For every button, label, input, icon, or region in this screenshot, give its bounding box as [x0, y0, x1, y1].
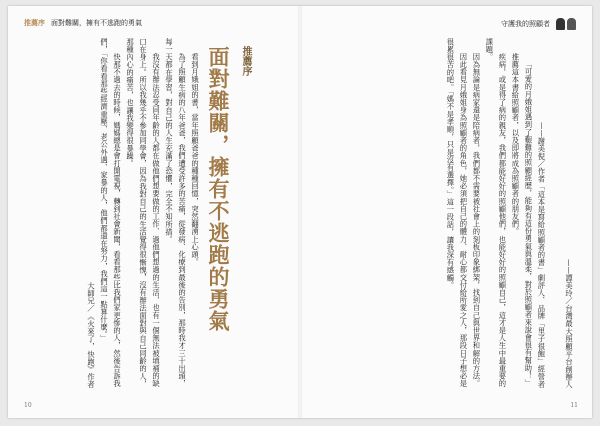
paragraph: 看到月娥姐的書，當年照顧爸爸的種種回憶，突然翻湧上心頭。 — [191, 52, 200, 266]
right-second-signature: ——譚美玲／台灣最大照顧平台創辦人 — [565, 258, 574, 388]
paragraph: 疾病，或是得了病的親友，我們都能好好的照顧他們，也能好好的照顧自己，這才是人生中最重要的課題。 — [485, 38, 508, 387]
running-head-right — [501, 18, 578, 30]
paragraph: 我沒有辦法忍受同年齡的人都在做他們想要做的工作、過他們想過的生活，也有一個無法被填補的缺口在身上。所以我幾乎不參加同學會，因為我對自己的生活覺得很慚愧，沒有辦法面對與自己同齡的人，那種內心的痛苦，也讓我變得很暴躁。 — [126, 38, 161, 388]
running-head-title: 守護我的照顧者 — [501, 20, 550, 28]
paragraph: 推薦這本書給照顧者，以及即將成為照顧者的朋友們。 — [511, 52, 521, 235]
quote-signature: ——謝美倪／作者「這本是寫給照顧者的書」劇評人、品牌「里子很飽」經營者 — [537, 122, 547, 388]
book-logo-icon — [556, 18, 578, 30]
preface-title-line1: 面對難關， — [206, 46, 231, 156]
running-head-title: 面對難關，擁有不逃跑的勇氣 — [51, 19, 142, 27]
right-body-text — [314, 38, 576, 388]
paragraph: 因為無論是病家還是陪病者，我們都不需要被社會上的刻板印象綁架，找到自己與世界和解的方法。 — [472, 52, 482, 387]
running-head-label: 推薦序 — [24, 18, 45, 27]
left-signature: 大師兄／《火來了，快跑》作者 — [87, 281, 96, 388]
preface-title — [208, 46, 229, 332]
left-body-text — [24, 38, 202, 388]
paragraph: 因此看見月娥姐身為照顧者的角色，她必須把自己的體力、耐心都交付給所愛之人，那段日子想必是很累很苦的吧。「媽不是孝順，只是沒有選擇。」這一段話，讓我深有感觸。 — [446, 38, 469, 387]
running-head-left — [24, 18, 142, 28]
testimonial-quote: 「可愛的月娥姐遇到了艱難的照顧經歷，能夠有這份勇氣與溫柔，對於照顧者來說會很有幫助！」 — [524, 59, 534, 387]
page-number-left: 10 — [24, 402, 32, 409]
paragraph: 快那不過去的時候，媽媽總是會打開電視，轉到社會新聞，看看那些比我們家更慘的人，然後告訴我們，「你看看那些經濟重壓、老公外遇、家暴的人，他們都還在努力，我們這一點算什麼。」 — [100, 38, 122, 387]
preface-title-line2: 擁有不逃跑的勇氣 — [206, 156, 231, 332]
page-number-right: 11 — [570, 402, 578, 409]
page-gutter — [298, 6, 302, 418]
book-spread — [8, 6, 592, 418]
preface-label: 推薦序 — [240, 46, 251, 76]
paragraph: 為了照顧生病的八年爸爸，我們遭受許多的苦痛，從發病、化療到最後的告別，那時我才三十出頭，每一天都在學習，對自己的人生充滿了恐懼，完全不知所措。 — [165, 38, 187, 387]
